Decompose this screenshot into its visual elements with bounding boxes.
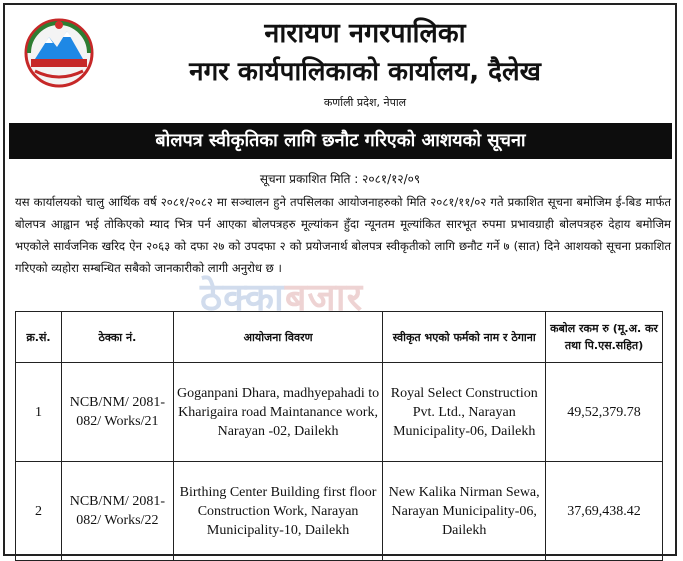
cell-amount: 37,69,438.42 [546,462,663,561]
cell-amount: 49,52,379.78 [546,363,663,462]
notice-body: यस कार्यालयको चालु आर्थिक वर्ष २०८१/२०८२ मा सञ्चालन हुने तपसिलका आयोजनाहरुको मिति २०८१/११/०२ गते प्रकाशित सूचना बमोजिम ई-बिड मार्फत बोलपत्र आह्वान भई तोकिएको म्याद भित्र पर्न आएका बोलपत्रहरु मूल्यांकन हुँदा न्यूनतम मूल्यांकित सारभूत रुपमा प्रभावग्राही बोलपत्रहरु देहाय बमोजिम भएकोले सार्वजनिक खरिद ऐन २०६३ को दफा २७ को उपदफा २ को प्रयोजनार्थ बोलपत्र स्वीकृतीको लागि छनौट गर्ने ७ (सात) दिने आशयको सूचना प्रकाशित गरिएको व्यहोरा सम्बन्धित सबैको जानकारीको लागी अनुरोध छ । [15,195,671,275]
header-contract-no: ठेक्का नं. [61,312,173,363]
cell-firm: New Kalika Nirman Sewa, Narayan Municipality-06, Dailekh [383,462,546,561]
cell-firm: Royal Select Construction Pvt. Ltd., Narayan Municipality-06, Dailekh [383,363,546,462]
published-date-line [5,170,675,187]
cell-description: Goganpani Dhara, madhyepahadi to Kharigaira road Maintanance work, Narayan -02, Dailekh [173,363,383,462]
published-date: २०८१/१२/०९ [362,172,421,186]
cell-serial: 2 [16,462,62,561]
office-name: नारायण नगरपालिका [264,18,466,49]
cell-description: Birthing Center Building first floor Construction Work, Narayan Municipality-10, Dailekh [173,462,383,561]
header-description: आयोजना विवरण [173,312,383,363]
table-row [16,363,663,462]
notice-title-banner: बोलपत्र स्वीकृतिका लागि छनौट गरिएको आशयको सूचना [9,123,672,159]
office-title: नगर कार्यपालिकाको कार्यालय, दैलेख [189,57,541,87]
table-header-row [16,312,663,363]
watermark-part-2: बजार [284,275,364,319]
header-serial: क्र.सं. [16,312,62,363]
province-label: कर्णाली प्रदेश, नेपाल [323,96,407,109]
published-label: सूचना प्रकाशित मिति : [259,172,359,186]
notice-document [3,3,677,556]
header-firm: स्वीकृत भएको फर्मको नाम र ठेगाना [383,312,546,363]
cell-contract-no: NCB/NM/ 2081-082/ Works/22 [61,462,173,561]
watermark-part-1: ठेक्का [200,275,285,319]
contracts-table [15,311,663,561]
municipality-emblem [21,13,97,89]
cell-serial: 1 [16,363,62,462]
table-row [16,462,663,561]
cell-contract-no: NCB/NM/ 2081-082/ Works/21 [61,363,173,462]
header-amount: कबोल रकम रु (मू.अ. कर तथा पि.एस.सहित) [546,312,663,363]
